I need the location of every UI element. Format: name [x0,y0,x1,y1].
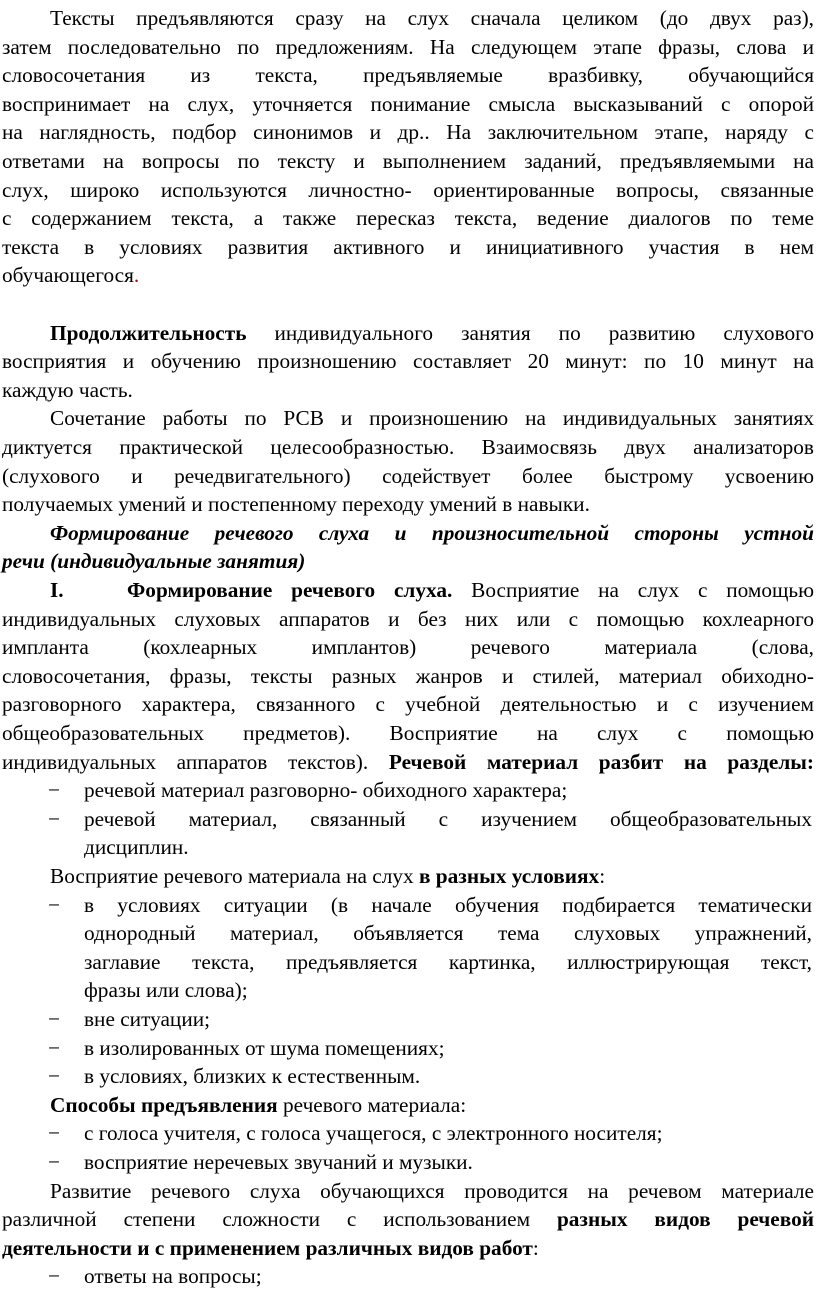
para2-line-2: восприятия и обучению произношению составляет 20 минут: по 10 минут на [2,349,814,374]
methods-line [2,1091,816,1120]
para1-red-period: . [133,263,140,288]
para1-last-line [2,261,814,290]
para3-line-1: Сочетание работы по РСВ и произношению на индивидуальных занятиях [50,406,814,431]
development-line-3-colon: : [532,1235,539,1260]
list-item-text: восприятие неречевых звучаний и музыки. [84,1150,473,1174]
development-line-3 [2,1234,814,1263]
dash-bullet-icon: − [48,1064,61,1089]
section1-last-line [2,748,814,777]
para2-line-1 [2,319,814,348]
list-item-text: в условиях ситуации (в начале обучения подбирается тематически [84,892,812,917]
list-item-text: в условиях, близких к естественным. [84,1064,421,1089]
para2-bold-lead: Продолжительность [50,320,247,345]
para1-line-4: воспринимает на слух, уточняется понимание смысла высказываний с опорой [2,91,814,116]
conditions-colon: : [599,864,606,888]
development-line-1: Развитие речевого слуха обучающихся проводится на речевом материале [50,1178,814,1203]
section1-line-5: разговорного характера, связанного с учебной деятельностью и с изучением [2,692,814,717]
section1-line-4: словосочетания, фразы, тексты разных жанров и стилей, материал обиходно- [2,663,814,688]
list-item-text: однородный материал, объявляется тема слуховых упражнений, [84,921,812,946]
list-item-text: фразы или слова); [84,978,248,1003]
para1-line-8: с содержанием текста, а также пересказ текста, ведение диалогов по теме [2,206,814,231]
list-item-text: вне ситуации; [84,1007,211,1031]
para1-line-3: словосочетания из текста, предъявляемые вразбивку, обучающийся [2,63,814,88]
dash-bullet-icon: − [48,778,61,803]
section1-line-3: импланта (кохлеарных имплантов) речевого материала (слова, [2,635,814,660]
para3-line-2: диктуется практической целесообразностью. Взаимосвязь двух анализаторов [2,435,814,459]
section1-last-bold: Речевой материал разбит на разделы: [388,749,814,774]
dash-bullet-icon: − [48,1007,61,1031]
section1-title-wrap [127,576,814,605]
list-item-text: заглавие текста, предъявляется картинка, иллюстрирующая текст, [84,949,812,974]
section-heading-line-2: речи (индивидуальные занятия) [2,549,306,574]
para1-line-9: текста в условиях развития активного и инициативного участия в нем [2,234,814,259]
dash-bullet-icon: − [48,806,61,831]
list-item-text: с голоса учителя, с голоса учащегося, с электронного носителя; [84,1121,663,1146]
methods-bold: Способы предъявления [50,1092,278,1117]
section-heading-line-1: Формирование речевого слуха и произносительной стороны устной [50,520,814,545]
development-line-2-bold: разных видов речевой [556,1207,814,1232]
list-item-text: в изолированных от шума помещениях; [84,1035,445,1060]
para1-line-5: на наглядность, подбор синонимов и др.. На заключительном этапе, наряду с [2,120,814,145]
dash-bullet-icon: − [48,1150,61,1174]
para1-line-2: затем последовательно по предложениям. На следующем этапе фразы, слова и [2,34,814,59]
para2-line-1-rest: индивидуального занятия по развитию слухового [246,320,814,345]
dash-bullet-icon: − [48,1264,61,1289]
dash-bullet-icon: − [48,1035,61,1060]
development-line-2 [2,1205,814,1234]
dash-bullet-icon: − [48,892,61,917]
section1-title: Формирование речевого слуха. [127,578,453,602]
methods-plain: речевого материала: [277,1092,467,1117]
section1-line-6: общеобразовательных предметов). Восприятие на слух с помощью [2,721,814,745]
list-item-text: ответы на вопросы; [84,1264,262,1289]
list-item-text: речевой материал, связанный с изучением общеобразовательных [84,806,812,831]
para3-line-3: (слухового и речедвигательного) содействует более быстрому усвоению [2,463,814,488]
para1-line-7: слух, широко используются личностно- ориентированные вопросы, связанные [2,177,814,202]
development-line-2-plain: различной степени сложности с использованием [2,1207,557,1232]
conditions-plain: Восприятие речевого материала на слух [50,864,419,888]
para3-last-line: получаемых умений и постепенному переходу умений в навыки. [2,492,590,517]
section1-line-1-rest: Восприятие на слух с помощью [452,578,814,602]
conditions-line [2,862,816,891]
dash-bullet-icon: − [48,1121,61,1146]
para1-line-1: Тексты предъявляются сразу на слух сначала целиком (до двух раз), [50,6,814,30]
section1-line-2: индивидуальных слуховых аппаратов и без них или с помощью кохлеарного [2,606,814,631]
section1-number: I. [50,578,64,602]
list-item-text: дисциплин. [84,835,189,860]
section1-last-plain: индивидуальных аппаратов текстов). [2,749,389,774]
para1-last-text: обучающегося [2,263,134,288]
para1-line-6: ответами на вопросы по тексту и выполнением заданий, предъявляемыми на [2,149,814,173]
para2-line-3: каждую часть. [2,377,133,402]
conditions-bold: в разных условиях [418,864,600,888]
list-item-text: речевой материал разговорно- обиходного характера; [84,778,568,803]
development-line-3-bold: деятельности и с применением различных видов работ [2,1235,533,1260]
